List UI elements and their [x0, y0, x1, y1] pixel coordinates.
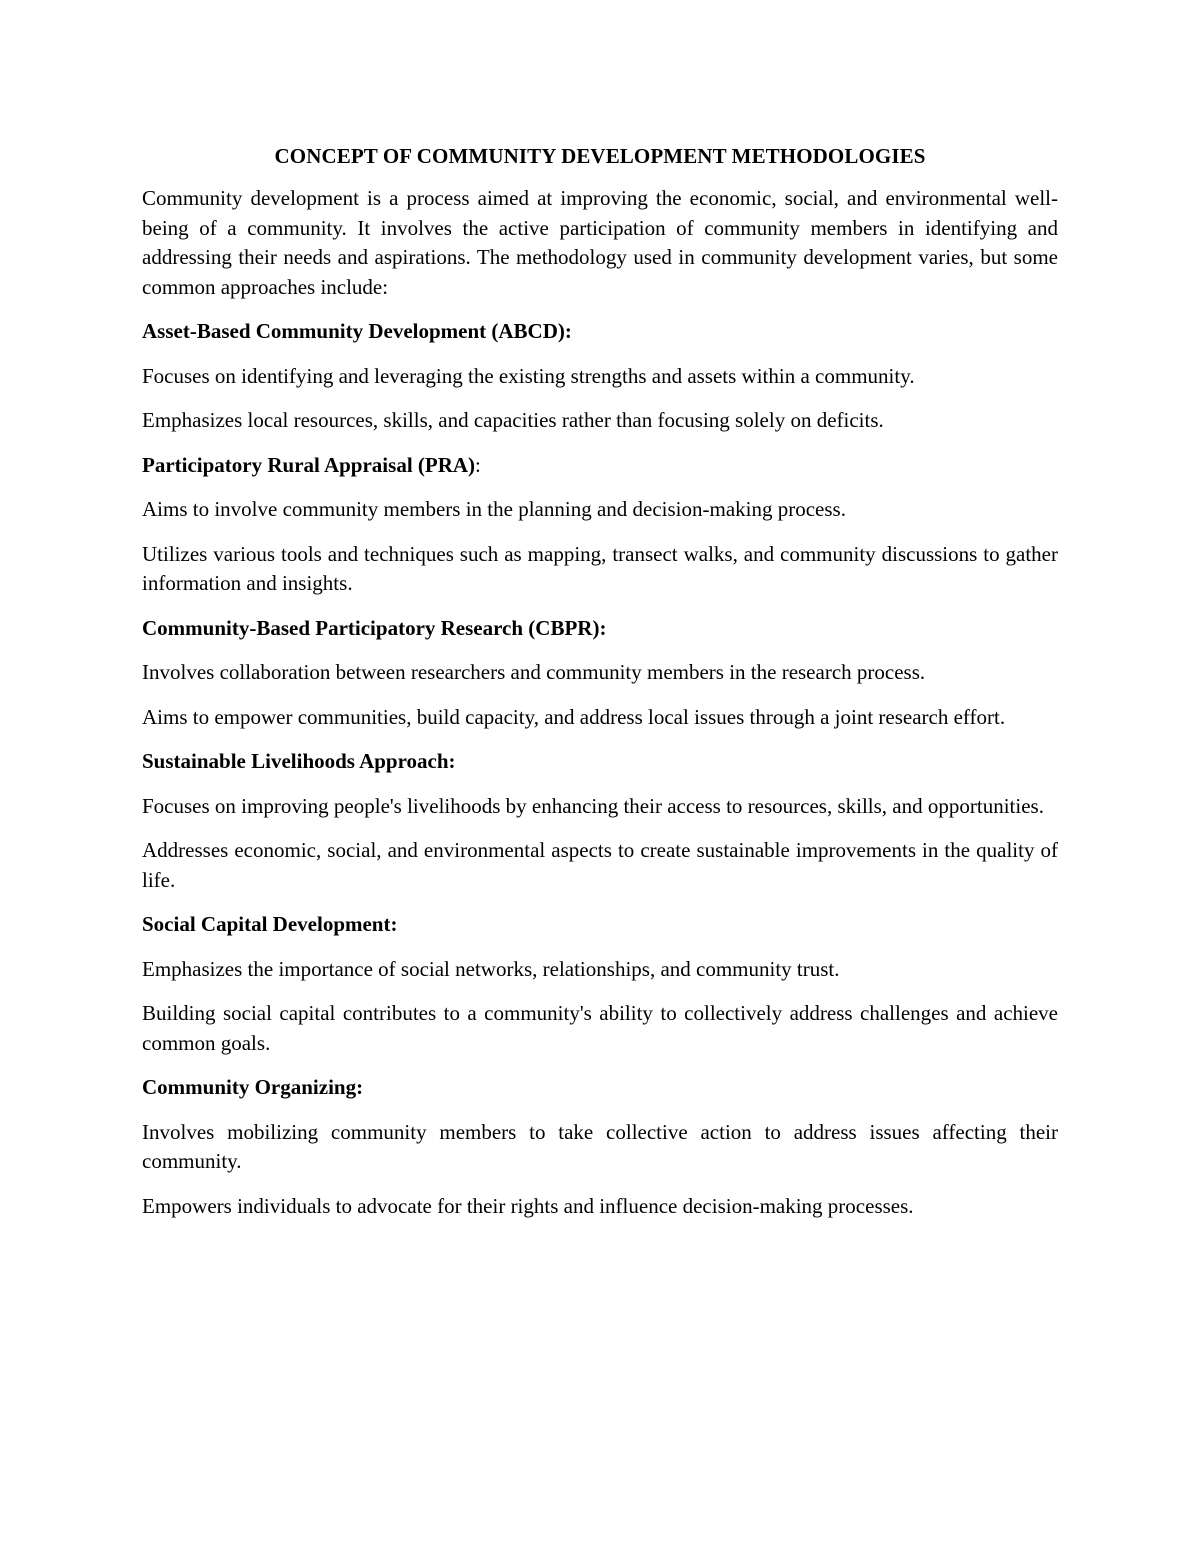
intro-paragraph: Community development is a process aimed at improving the economic, social, and environmental well-being of a community. It involves the active participation of community members in identifying and addressing their needs and aspirations. The methodology used in community development varies, but some common approaches include:	[142, 186, 1058, 299]
section-heading-text: Asset-Based Community Development (ABCD):	[142, 319, 572, 343]
section-point: Emphasizes local resources, skills, and capacities rather than focusing solely on deficits.	[142, 408, 884, 432]
section-point: Addresses economic, social, and environmental aspects to create sustainable improvements in the quality of life.	[142, 838, 1058, 892]
document-title: CONCEPT OF COMMUNITY DEVELOPMENT METHODOLOGIES	[274, 144, 926, 168]
section-point: Emphasizes the importance of social networks, relationships, and community trust.	[142, 956, 840, 981]
section-heading	[142, 614, 1058, 644]
section-pra	[142, 451, 1058, 599]
section-abcd	[142, 317, 1058, 436]
section-heading-text: Participatory Rural Appraisal (PRA)	[142, 452, 476, 477]
section-point: Aims to involve community members in the planning and decision-making process.	[142, 497, 846, 521]
section-heading-text: Sustainable Livelihoods Approach:	[142, 749, 456, 773]
section-social-capital	[142, 910, 1058, 1058]
section-point: Building social capital contributes to a community's ability to collectively address challenges and achieve common goals.	[142, 1001, 1058, 1055]
section-heading-text: Social Capital Development:	[142, 912, 398, 936]
section-sustainable-livelihoods	[142, 747, 1058, 895]
section-heading-text: Community Organizing:	[142, 1075, 364, 1099]
section-point: Focuses on identifying and leveraging the existing strengths and assets within a community.	[142, 363, 915, 388]
section-community-organizing	[142, 1073, 1058, 1221]
section-heading	[142, 747, 1058, 777]
section-cbpr	[142, 614, 1058, 733]
section-heading	[142, 1073, 1058, 1103]
section-heading	[142, 910, 1058, 940]
section-heading	[142, 451, 1058, 481]
section-point: Utilizes various tools and techniques such as mapping, transect walks, and community discussions to gather information and insights.	[142, 541, 1058, 595]
section-heading-tail: :	[475, 452, 481, 477]
document-page	[142, 140, 1058, 1236]
section-heading-text: Community-Based Participatory Research (CBPR):	[142, 615, 607, 640]
section-point: Involves mobilizing community members to take collective action to address issues affecting their community.	[142, 1119, 1058, 1173]
section-point: Focuses on improving people's livelihoods by enhancing their access to resources, skills, and opportunities.	[142, 793, 1044, 818]
section-point: Aims to empower communities, build capacity, and address local issues through a joint research effort.	[142, 704, 1006, 729]
section-point: Empowers individuals to advocate for their rights and influence decision-making processes.	[142, 1193, 914, 1218]
section-point: Involves collaboration between researchers and community members in the research process.	[142, 660, 926, 684]
section-heading	[142, 317, 1058, 347]
